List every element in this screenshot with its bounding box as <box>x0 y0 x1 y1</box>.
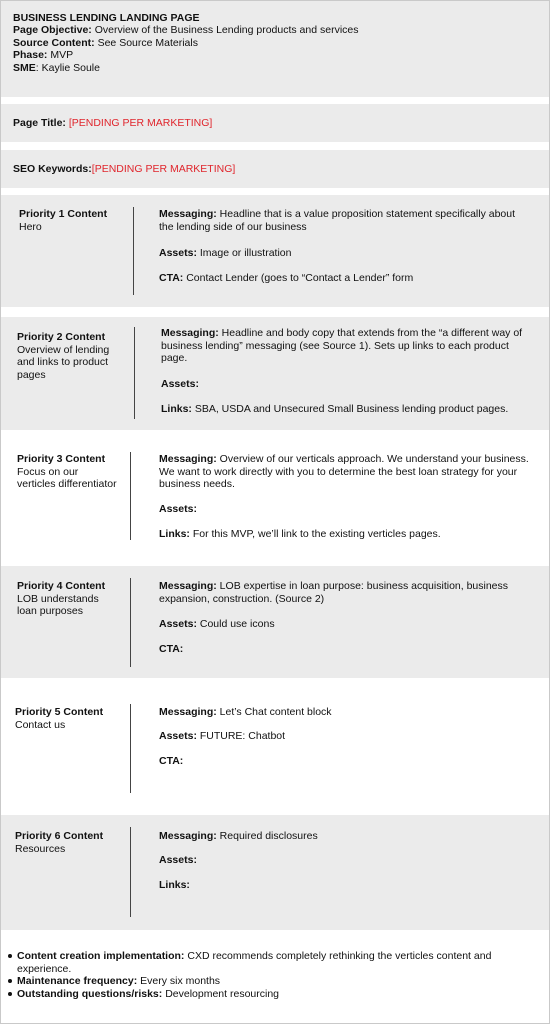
priority-1-divider <box>133 207 134 295</box>
source-content: Source Content: See Source Materials <box>13 37 198 49</box>
page-objective: Page Objective: Overview of the Business Lending products and services <box>13 24 359 36</box>
priority-1-cta: CTA: Contact Lender (goes to “Contact a Lender” form <box>159 272 414 284</box>
page-title-row <box>1 104 549 142</box>
priority-6-links: Links: <box>159 879 190 891</box>
bullet-icon <box>8 954 12 958</box>
priority-3-block <box>1 440 549 550</box>
priority-2-label: Priority 2 Content Overview of lending and links to product pages <box>17 331 110 381</box>
page-title-label: Page Title: <box>13 117 66 129</box>
seo-keywords-label: SEO Keywords: <box>13 163 92 175</box>
priority-6-label: Priority 6 Content Resources <box>15 830 104 855</box>
priority-4-cta: CTA: <box>159 643 184 655</box>
priority-3-links: Links: For this MVP, we’ll link to the existing verticles pages. <box>159 528 441 540</box>
bullet-icon <box>8 979 12 983</box>
priority-5-block <box>1 692 549 807</box>
priority-3-assets: Assets: <box>159 503 197 515</box>
priority-2-divider <box>134 327 135 419</box>
bullet-icon <box>8 992 12 996</box>
priority-5-assets: Assets: FUTURE: Chatbot <box>159 730 286 742</box>
priority-6-block <box>1 815 549 930</box>
list-item: Maintenance frequency: Every six months <box>7 975 507 988</box>
priority-1-block <box>1 195 549 307</box>
priority-4-block <box>1 566 549 678</box>
priority-2-block <box>1 317 549 430</box>
priority-3-messaging: Messaging: Overview of our verticals approach. We understand your business. We want to work directly with you to determine the best loan strategy for your business needs. <box>159 453 529 490</box>
priority-5-label: Priority 5 Content Contact us <box>15 706 104 731</box>
page-title-value: [PENDING PER MARKETING] <box>68 117 213 129</box>
priority-5-cta: CTA: <box>159 755 184 767</box>
priority-1-messaging: Messaging: Headline that is a value proposition statement specifically about the lending side of our business <box>159 208 516 233</box>
seo-keywords-value: [PENDING PER MARKETING] <box>91 163 236 175</box>
list-item: Outstanding questions/risks: Development resourcing <box>7 988 507 1001</box>
document-title: BUSINESS LENDING LANDING PAGE <box>13 12 200 24</box>
footer-bullet-list <box>7 950 507 1000</box>
priority-4-label: Priority 4 Content LOB understands loan purposes <box>17 580 106 617</box>
priority-4-assets: Assets: Could use icons <box>159 618 275 630</box>
priority-2-links: Links: SBA, USDA and Unsecured Small Business lending product pages. <box>161 403 509 415</box>
priority-3-divider <box>130 452 131 540</box>
priority-5-divider <box>130 704 131 793</box>
seo-keywords-row <box>1 150 549 188</box>
priority-6-divider <box>130 827 131 917</box>
priority-1-assets: Assets: Image or illustration <box>159 247 292 259</box>
page-header-block <box>1 1 549 97</box>
priority-3-label: Priority 3 Content Focus on our verticles differentiator <box>17 453 117 490</box>
priority-6-assets: Assets: <box>159 854 197 866</box>
priority-2-messaging: Messaging: Headline and body copy that extends from the “a different way of business lending” messaging (see Source 1). Sets up links to each product page. <box>161 327 523 364</box>
priority-6-messaging: Messaging: Required disclosures <box>159 830 318 842</box>
sme: SME: Kaylie Soule <box>13 62 100 74</box>
priority-5-messaging: Messaging: Let’s Chat content block <box>159 706 332 718</box>
footer-notes <box>1 932 549 1022</box>
priority-4-divider <box>130 578 131 667</box>
priority-4-messaging: Messaging: LOB expertise in loan purpose: business acquisition, business expansion, construction. (Source 2) <box>159 580 509 605</box>
priority-2-assets: Assets: <box>161 378 199 390</box>
phase: Phase: MVP <box>13 49 74 61</box>
list-item: Content creation implementation: CXD recommends completely rethinking the verticles content and experience. <box>7 950 507 975</box>
priority-1-label: Priority 1 Content Hero <box>19 208 108 233</box>
